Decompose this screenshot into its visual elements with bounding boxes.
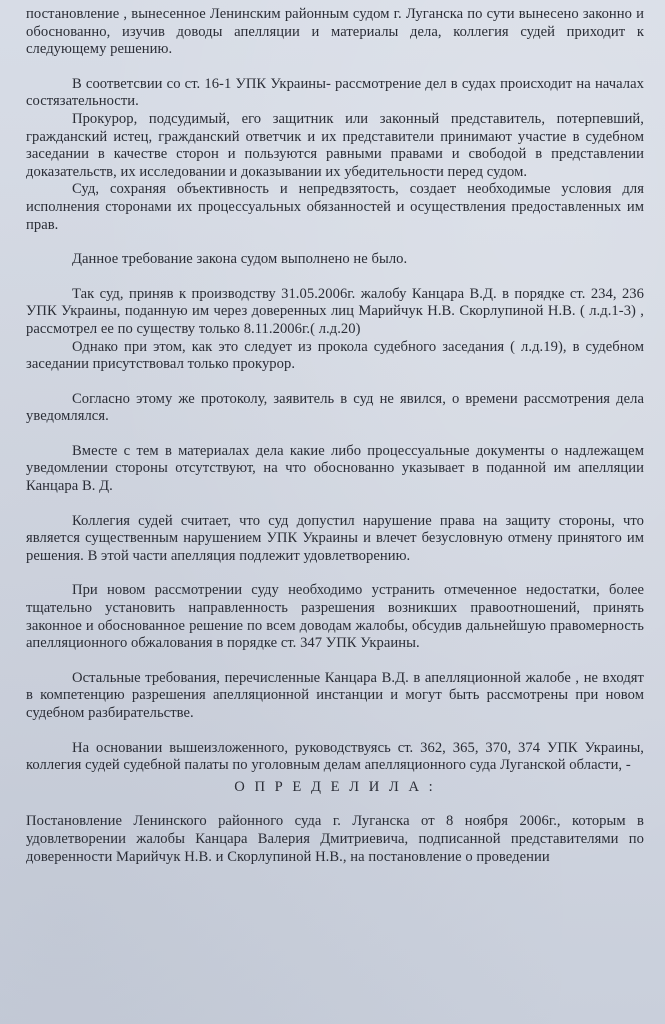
paragraph-court-objectivity: Суд, сохраняя объективность и непредвзятость, создает необходимые условия для исполнения сторонами их процессуальных обязанностей и осуществления предоставленных им прав. [26, 181, 644, 233]
paragraph-requirement-not-met: Данное требование закона судом выполнено не было. [72, 251, 408, 268]
paragraph-hearing-prosecutor: Однако при этом, как это следует из прокола судебного заседания ( л.д.19), в судебном заседании присутствовал только прокурор. [26, 338, 644, 373]
paragraph-grounds: На основании вышеизложенного, руководствуясь ст. 362, 365, 370, 374 УПК Украины, коллегия судей судебной палаты по уголовным делам апелляционного суда Луганской области, - [26, 739, 644, 774]
paragraph-new-review: При новом рассмотрении суду необходимо устранить отмеченное недостатки, более тщательно установить направленность разрешения возникших правоотношений, принять законное и обоснованное решение по всем доводам жалобы, обсудив дальнейшую правомерность апелляционного обжалования в порядке ст. 347 УПК Украины. [26, 582, 644, 652]
paragraph-resolution: Постановление Ленинского районного суда г. Луганска от 8 ноября 2006г., которым в удовлетворении жалобы Канцара Валерия Дмитриевича, подписанной представителями по доверенности Марийчук Н.В. и Скорлупиной Н.В., на постановление о проведении [26, 813, 644, 865]
paragraph-complaint-accepted: Так суд, приняв к производству 31.05.2006г. жалобу Канцара В.Д. в порядке ст. 234, 236 УПК Украины, поданную им через доверенных лиц Марийчук Н.В. Скорлупиной Н.В. ( л.д.1-3) , рассмотрел ее по существу только 8.11.2006г.( л.д.20) [26, 285, 644, 337]
paragraph-parties: Прокурор, подсудимый, его защитник или законный представитель, потерпевший, гражданский истец, гражданский ответчик и их представители принимают участие в судебном заседании в качестве сторон и пользуются равными правами и свободой в представлении доказательств, их исследовании и доказывании их убедительности перед судом. [26, 110, 644, 180]
paragraph-other-requirements: Остальные требования, перечисленные Канцара В.Д. в апелляционной жалобе , не входят в компетенцию разрешения апелляционной инстанции и могут быть рассмотрены при новом судебном разбирательстве. [26, 669, 644, 721]
heading-resolved: О П Р Е Д Е Л И Л А : [234, 778, 436, 795]
paragraph-no-notification: Вместе с тем в материалах дела какие либо процессуальные документы о надлежащем уведомлении стороны отсутствуют, на что обоснованно указывает в поданной им апелляции Канцара В. Д. [26, 442, 644, 495]
paragraph-violation: Коллегия судей считает, что суд допустил нарушение права на защиту стороны, что является существенным нарушением УПК Украины и влечет безусловную отмену принятого им решения. В этой части апелляция подлежит удовлетворению. [26, 512, 644, 564]
document-body [26, 6, 644, 866]
paragraph-applicant-absent: Согласно этому же протоколу, заявитель в суд не явился, о времени рассмотрения дела уведомлялся. [26, 390, 644, 425]
paragraph-intro: постановление , вынесенное Ленинским районным судом г. Луганска по сути вынесено законно и обоснованно, изучив доводы апелляции и материалы дела, коллегия судей приходит к следующему решению. [26, 6, 644, 58]
paragraph-article-16: В соответсвии со ст. 16-1 УПК Украины- рассмотрение дел в судах происходит на началах состязательности. [26, 75, 644, 110]
